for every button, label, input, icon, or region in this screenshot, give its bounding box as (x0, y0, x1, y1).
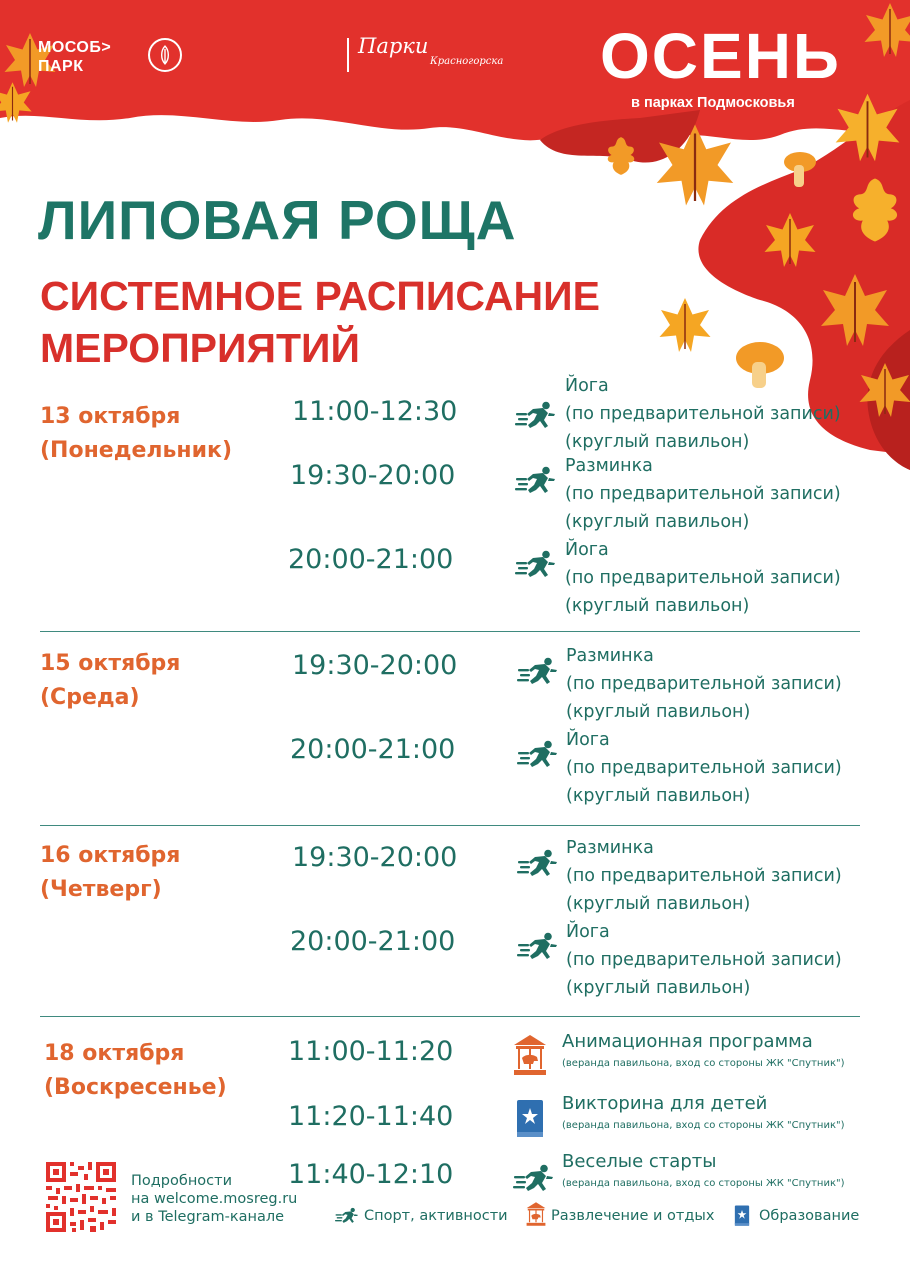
runner-icon (517, 849, 559, 879)
page-subtitle-line2: МЕРОПРИЯТИЙ (40, 325, 360, 371)
logo-divider (347, 38, 349, 72)
runner-icon (515, 466, 557, 496)
event-place: (круглый павильон) (566, 978, 751, 998)
day-weekday-label: (Понедельник) (40, 438, 233, 463)
event-title: Разминка (566, 646, 654, 666)
event-description (565, 372, 841, 456)
event-description (565, 452, 841, 536)
event-title: Веселые старты (562, 1151, 717, 1172)
event-title: Анимационная программа (562, 1031, 813, 1052)
event-description (566, 726, 842, 810)
carousel-icon (526, 1201, 546, 1227)
day-date (40, 839, 180, 907)
event-note: (по предварительной записи) (565, 404, 841, 424)
runner-icon (517, 932, 559, 962)
day-date (40, 400, 232, 468)
season-logo: ОСЕНЬ (600, 20, 841, 92)
event-note: (по предварительной записи) (565, 568, 841, 588)
legend-sport: Спорт, активности (364, 1208, 508, 1224)
event-note: (по предварительной записи) (566, 674, 842, 694)
parki-logo-city: Красногорска (430, 56, 504, 67)
event-description (565, 536, 841, 620)
event-time: 20:00-21:00 (290, 734, 456, 765)
page-subtitle (40, 270, 600, 374)
legend-education: Образование (759, 1208, 860, 1224)
event-note: (веранда павильона, вход со стороны ЖК "Спутник") (562, 1120, 845, 1131)
mosobpark-logo-line1: МОСОБ> (38, 39, 112, 56)
runner-icon (515, 550, 557, 580)
event-time: 11:40-12:10 (288, 1159, 454, 1190)
event-place: (круглый павильон) (566, 894, 751, 914)
book-icon (516, 1099, 544, 1139)
event-place: (круглый павильон) (566, 702, 751, 722)
event-description (566, 834, 842, 918)
event-note: (по предварительной записи) (565, 484, 841, 504)
day-date-label: 15 октября (40, 651, 181, 676)
event-place: (круглый павильон) (566, 786, 751, 806)
event-title: Викторина для детей (562, 1093, 768, 1114)
day-divider (40, 825, 860, 826)
event-time: 19:30-20:00 (292, 842, 458, 873)
day-divider (40, 1016, 860, 1017)
runner-icon (517, 740, 559, 770)
event-time: 11:00-12:30 (292, 396, 458, 427)
event-title: Йога (565, 376, 609, 396)
footer-info-line1: Подробности (131, 1173, 233, 1189)
day-date (40, 647, 180, 715)
runner-icon (513, 1164, 555, 1194)
mosobpark-logo (38, 38, 111, 76)
page-title: ЛИПОВАЯ РОЩА (38, 189, 517, 251)
day-date-label: 13 октября (40, 404, 181, 429)
event-time: 20:00-21:00 (290, 926, 456, 957)
qr-code[interactable] (44, 1160, 118, 1234)
event-title: Йога (566, 730, 610, 750)
runner-icon (515, 401, 557, 431)
event-description (566, 642, 842, 726)
event-time: 11:00-11:20 (288, 1036, 454, 1067)
event-time: 11:20-11:40 (288, 1101, 454, 1132)
mosobpark-logo-line2: ПАРК (38, 58, 84, 75)
event-note: (по предварительной записи) (566, 866, 842, 886)
event-place: (круглый павильон) (565, 432, 750, 452)
day-divider (40, 631, 860, 632)
runner-icon (517, 657, 559, 687)
event-note: (по предварительной записи) (566, 950, 842, 970)
runner-icon (335, 1205, 359, 1227)
event-place: (круглый павильон) (565, 512, 750, 532)
day-weekday-label: (Воскресенье) (44, 1075, 227, 1100)
season-logo-subtitle: в парках Подмосковья (631, 95, 795, 111)
day-weekday-label: (Четверг) (40, 877, 162, 902)
event-title: Йога (565, 540, 609, 560)
event-note: (по предварительной записи) (566, 758, 842, 778)
day-date-label: 18 октября (44, 1041, 185, 1066)
event-title: Разминка (566, 838, 654, 858)
event-time: 19:30-20:00 (292, 650, 458, 681)
parki-logo: Парки (358, 34, 429, 58)
day-date-label: 16 октября (40, 843, 181, 868)
event-note: (веранда павильона, вход со стороны ЖК "Спутник") (562, 1178, 845, 1189)
footer-telegram-link: и в Telegram-канале (131, 1209, 285, 1225)
day-date (44, 1037, 227, 1105)
carousel-icon (513, 1034, 547, 1076)
book-icon (734, 1205, 750, 1227)
footer-website-link[interactable]: на welcome.mosreg.ru (131, 1191, 298, 1207)
event-place: (круглый павильон) (565, 596, 750, 616)
event-description (566, 918, 842, 1002)
day-weekday-label: (Среда) (40, 685, 140, 710)
leaf-badge-icon (148, 38, 182, 72)
event-title: Разминка (565, 456, 653, 476)
event-note: (веранда павильона, вход со стороны ЖК "Спутник") (562, 1058, 845, 1069)
event-title: Йога (566, 922, 610, 942)
footer-info (131, 1172, 297, 1226)
page-subtitle-line1: СИСТЕМНОЕ РАСПИСАНИЕ (40, 273, 600, 319)
event-time: 19:30-20:00 (290, 460, 456, 491)
legend-entertainment: Развлечение и отдых (551, 1208, 715, 1224)
event-time: 20:00-21:00 (288, 544, 454, 575)
